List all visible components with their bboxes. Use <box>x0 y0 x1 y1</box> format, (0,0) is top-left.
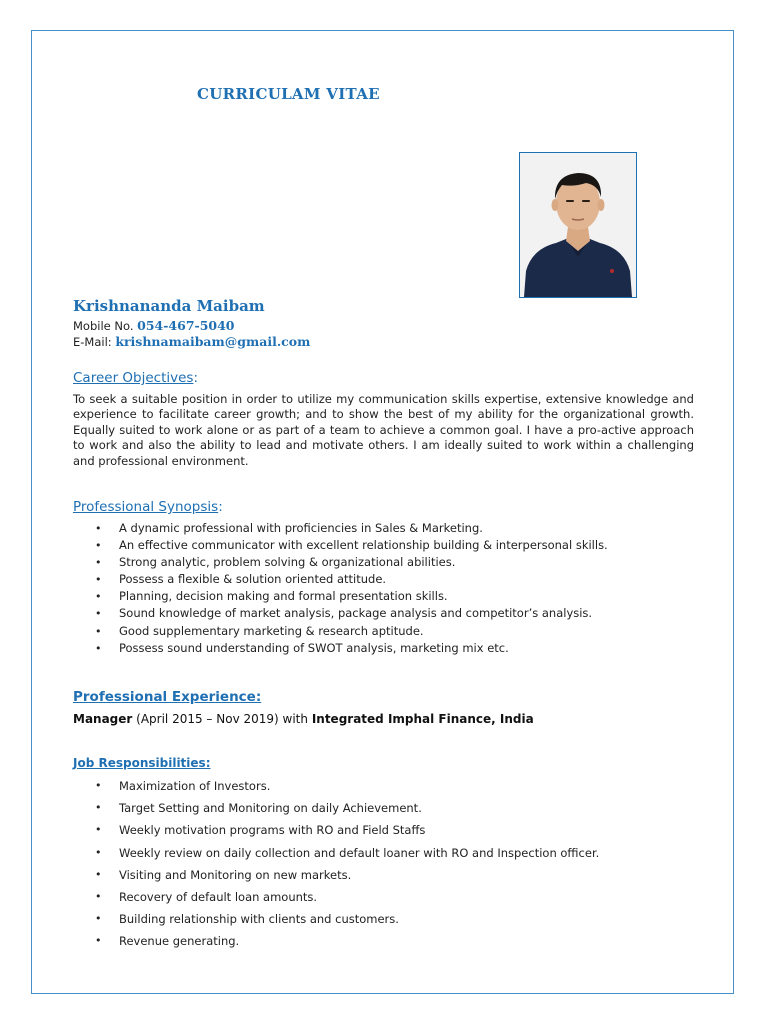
career-objectives-heading-text: Career Objectives <box>73 370 194 386</box>
person-portrait-icon <box>520 153 636 297</box>
list-item: • Target Setting and Monitoring on daily Achievement. <box>73 797 694 819</box>
profile-photo <box>519 152 637 298</box>
professional-experience-heading <box>73 689 261 705</box>
list-item: • Maximization of Investors. <box>73 775 694 797</box>
list-item: • Strong analytic, problem solving & organizational abilities. <box>73 554 694 571</box>
bullet-icon: • <box>95 801 102 815</box>
list-item: • Recovery of default loan amounts. <box>73 886 694 908</box>
job-responsibilities-heading <box>73 756 211 770</box>
job-role: Manager <box>73 712 133 726</box>
bullet-icon: • <box>95 934 102 948</box>
job-responsibilities-heading-text: Job Responsibilities: <box>73 756 211 770</box>
bullet-icon: • <box>95 779 102 792</box>
list-item: • Revenue generating. <box>73 930 694 952</box>
list-item: • Planning, decision making and formal presentation skills. <box>73 588 694 605</box>
bullet-icon: • <box>95 522 102 535</box>
bullet-icon: • <box>95 573 102 587</box>
professional-synopsis-colon: : <box>218 499 223 515</box>
list-item: • Building relationship with clients and customers. <box>73 908 694 930</box>
bullet-icon: • <box>95 641 102 655</box>
list-item: • A dynamic professional with proficiencies in Sales & Marketing. <box>73 520 694 537</box>
professional-synopsis-heading-text: Professional Synopsis <box>73 499 219 515</box>
mobile-line <box>73 318 235 333</box>
mobile-number: 054-467-5040 <box>137 318 235 333</box>
list-item: • Sound knowledge of market analysis, package analysis and competitor’s analysis. <box>73 605 694 622</box>
bullet-icon: • <box>95 889 102 903</box>
responsibilities-list <box>73 775 694 953</box>
document-title: CURRICULAM VITAE <box>197 85 380 103</box>
list-item: • An effective communicator with excellent relationship building & interpersonal skills. <box>73 537 694 554</box>
bullet-icon: • <box>95 912 102 926</box>
career-objectives-text: To seek a suitable position in order to utilize my communication skills expertise, extensive knowledge and experience to facilitate career growth; and to show the best of my ability for the organizational growth. Equally suited to work alone or as part of a team to achieve a common goal. I have a pro-active approach to work and also the ability to lead and motivate others. I am ideally suited to work within a challenging and professional environment. <box>73 392 694 468</box>
candidate-name: Krishnananda Maibam <box>73 297 265 315</box>
list-item: • Possess sound understanding of SWOT analysis, marketing mix etc. <box>73 640 694 657</box>
career-objectives-colon: : <box>193 370 199 386</box>
list-item: • Weekly motivation programs with RO and Field Staffs <box>73 819 694 841</box>
bullet-icon: • <box>95 539 102 553</box>
job-period: (April 2015 – Nov 2019) with <box>136 712 308 726</box>
experience-entry <box>73 712 534 726</box>
synopsis-list <box>73 520 694 657</box>
bullet-icon: • <box>95 624 102 638</box>
email-label: E-Mail: <box>73 335 112 349</box>
bullet-icon: • <box>95 867 102 881</box>
bullet-icon: • <box>95 607 102 621</box>
bullet-icon: • <box>95 823 102 837</box>
career-objectives-heading <box>73 370 198 386</box>
list-item: • Possess a flexible & solution oriented attitude. <box>73 571 694 588</box>
list-item: • Good supplementary marketing & research aptitude. <box>73 623 694 640</box>
bullet-icon: • <box>95 590 102 604</box>
list-item: • Visiting and Monitoring on new markets. <box>73 864 694 886</box>
list-item: • Weekly review on daily collection and default loaner with RO and Inspection officer. <box>73 842 694 864</box>
mobile-label: Mobile No. <box>73 319 134 333</box>
bullet-icon: • <box>95 556 102 570</box>
email-address: krishnamaibam@gmail.com <box>115 334 311 349</box>
bullet-icon: • <box>95 845 102 859</box>
company-name: Integrated Imphal Finance, India <box>311 712 534 726</box>
professional-synopsis-heading <box>73 499 223 515</box>
professional-experience-heading-text: Professional Experience: <box>73 689 262 705</box>
email-line <box>73 334 310 349</box>
